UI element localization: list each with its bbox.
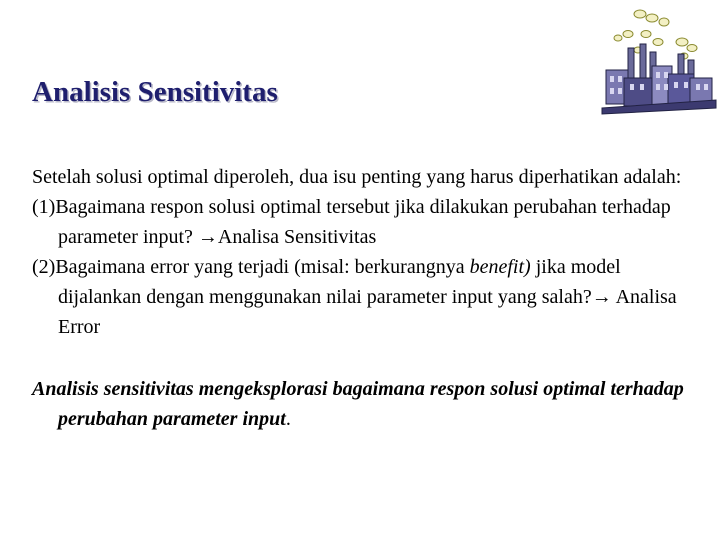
question-2-rest: jika model dijalankan dengan menggunakan nilai parameter input yang salah?→ Analisa Error [58,256,677,338]
benefit-term: benefit) [469,256,531,278]
slide-body [32,162,692,434]
question-1: (1)Bagaimana respon solusi optimal tersebut jika dilakukan perubahan terhadap parameter input? →Analisa Sensitivitas [32,196,671,248]
factory-icon [598,4,720,116]
slide-title: Analisis Sensitivitas [32,76,278,108]
spacer [32,342,692,374]
intro-paragraph: Setelah solusi optimal diperoleh, dua isu penting yang harus diperhatikan adalah: [32,166,682,188]
definition-text: Analisis sensitivitas mengeksplorasi bagaimana respon solusi optimal terhadap perubahan parameter input [32,378,684,430]
definition-period: . [285,408,291,430]
definition-paragraph [32,374,692,434]
question-2-text: (2)Bagaimana error yang terjadi (misal: berkurangnya [32,256,470,278]
question-2 [32,252,692,342]
